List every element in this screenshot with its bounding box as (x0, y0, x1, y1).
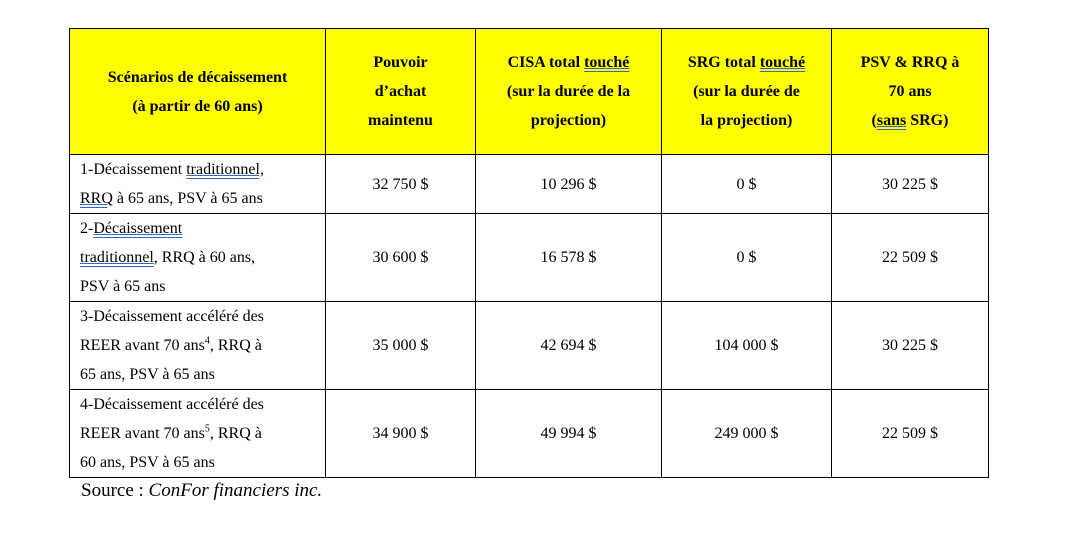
pouvoir-achat-cell: 30 600 $ (326, 214, 476, 302)
source-caption (81, 478, 322, 504)
header-psv-rrq: PSV & RRQ à 70 ans (sans SRG) (832, 29, 989, 155)
scenarios-table (69, 28, 989, 478)
table-row (70, 302, 989, 390)
psv-rrq-cell: 30 225 $ (832, 155, 989, 214)
psv-rrq-cell: 22 509 $ (832, 214, 989, 302)
scenario-cell: 1-Décaissement traditionnel, RRQ à 65 ans, PSV à 65 ans (70, 155, 326, 214)
header-srg: SRG total touché (sur la durée de la projection) (662, 29, 832, 155)
header-pouvoir-achat: Pouvoir d’achat maintenu (326, 29, 476, 155)
source-prefix: Source : (81, 480, 149, 501)
header-row (70, 29, 989, 155)
scenario-cell: 3-Décaissement accéléré des REER avant 70 ans$^4$, RRQ à 65 ans, PSV à 65 ans (70, 302, 326, 390)
psv-rrq-cell: 22 509 $ (832, 390, 989, 478)
footnote-marker: 4 (204, 335, 210, 347)
scenario-cell: 2-Décaissement traditionnel, RRQ à 60 ans, PSV à 65 ans (70, 214, 326, 302)
header-cisa: CISA total touché (sur la durée de la projection) (476, 29, 662, 155)
cisa-cell: 42 694 $ (476, 302, 662, 390)
footnote-marker: 5 (204, 423, 210, 435)
table-row (70, 214, 989, 302)
srg-cell: 104 000 $ (662, 302, 832, 390)
source-name: ConFor financiers inc. (148, 480, 323, 501)
pouvoir-achat-cell: 32 750 $ (326, 155, 476, 214)
cisa-cell: 10 296 $ (476, 155, 662, 214)
pouvoir-achat-cell: 35 000 $ (326, 302, 476, 390)
table-row (70, 390, 989, 478)
srg-cell: 0 $ (662, 214, 832, 302)
cisa-cell: 16 578 $ (476, 214, 662, 302)
psv-rrq-cell: 30 225 $ (832, 302, 989, 390)
srg-cell: 0 $ (662, 155, 832, 214)
srg-cell: 249 000 $ (662, 390, 832, 478)
table-row (70, 155, 989, 214)
table-body (70, 155, 989, 478)
scenario-cell: 4-Décaissement accéléré des REER avant 70 ans$^5$, RRQ à 60 ans, PSV à 65 ans (70, 390, 326, 478)
table-header (70, 29, 989, 155)
pouvoir-achat-cell: 34 900 $ (326, 390, 476, 478)
header-scenarios: Scénarios de décaissement (à partir de 60 ans) (70, 29, 326, 155)
cisa-cell: 49 994 $ (476, 390, 662, 478)
